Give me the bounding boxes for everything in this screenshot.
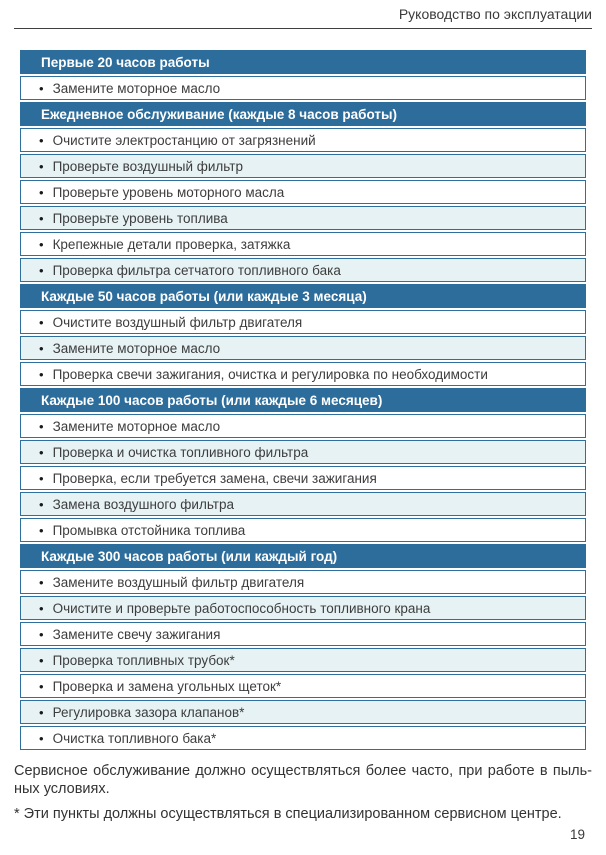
task-label: Проверьте уровень топлива (52, 210, 228, 226)
task-row (20, 76, 586, 100)
task-row (20, 726, 586, 750)
task-label: Очистите электростанцию от загрязнений (52, 132, 316, 148)
bullet-icon: • (39, 80, 44, 96)
bullet-icon: • (39, 158, 44, 174)
bullet-icon: • (39, 314, 44, 330)
task-row (20, 622, 586, 646)
task-label: Замените моторное масло (52, 80, 221, 96)
task-row (20, 674, 586, 698)
bullet-icon: • (39, 236, 44, 252)
task-label: Проверка фильтра сетчатого топливного бака (52, 262, 341, 278)
bullet-icon: • (39, 340, 44, 356)
task-label: Очистите воздушный фильтр двигателя (52, 314, 303, 330)
task-row (20, 206, 586, 230)
section-header-row: Каждые 50 часов работы (или каждые 3 месяца) (20, 284, 586, 308)
task-row (20, 700, 586, 724)
task-row (20, 414, 586, 438)
bullet-icon: • (39, 184, 44, 200)
task-row (20, 440, 586, 464)
bullet-icon: • (39, 496, 44, 512)
task-label: Замена воздушного фильтра (52, 496, 235, 512)
bullet-icon: • (39, 730, 44, 746)
section-header-row: Первые 20 часов работы (20, 50, 586, 74)
bullet-icon: • (39, 522, 44, 538)
maintenance-table (20, 50, 586, 750)
task-row (20, 154, 586, 178)
task-label: Проверка и очистка топливного фильтра (52, 444, 309, 460)
task-label: Проверка топливных трубок* (52, 652, 235, 668)
bullet-icon: • (39, 366, 44, 382)
bullet-icon: • (39, 704, 44, 720)
task-label: Проверьте воздушный фильтр (52, 158, 243, 174)
task-label: Проверка, если требуется замена, свечи зажигания (52, 470, 377, 486)
bullet-icon: • (39, 132, 44, 148)
note-dusty-conditions-line1: Сервисное обслуживание должно осуществляться более часто, при работе в пыль- (14, 763, 592, 779)
task-label: Проверка свечи зажигания, очистка и регулировка по необходимости (52, 366, 488, 382)
note-dusty-conditions-line2: ных условиях. (14, 781, 110, 797)
notes-block (14, 762, 592, 823)
bullet-icon: • (39, 678, 44, 694)
section-header-row: Каждые 300 часов работы (или каждый год) (20, 544, 586, 568)
bullet-icon: • (39, 418, 44, 434)
task-row (20, 336, 586, 360)
section-header-row: Каждые 100 часов работы (или каждые 6 месяцев) (20, 388, 586, 412)
section-header-row: Ежедневное обслуживание (каждые 8 часов работы) (20, 102, 586, 126)
task-row (20, 466, 586, 490)
task-label: Замените воздушный фильтр двигателя (52, 574, 305, 590)
task-label: Замените моторное масло (52, 340, 221, 356)
task-row (20, 648, 586, 672)
task-row (20, 362, 586, 386)
bullet-icon: • (39, 444, 44, 460)
task-row (20, 596, 586, 620)
task-label: Промывка отстойника топлива (52, 522, 246, 538)
task-row (20, 518, 586, 542)
task-label: Регулировка зазора клапанов* (52, 704, 245, 720)
bullet-icon: • (39, 626, 44, 642)
task-row (20, 310, 586, 334)
task-label: Очистите и проверьте работоспособность топливного крана (52, 600, 431, 616)
running-header: Руководство по эксплуатации (14, 6, 592, 29)
note-service-center: * Эти пункты должны осуществляться в специализированном сервисном центре. (14, 806, 562, 822)
bullet-icon: • (39, 262, 44, 278)
task-row (20, 258, 586, 282)
task-row (20, 232, 586, 256)
task-label: Замените моторное масло (52, 418, 221, 434)
task-row (20, 180, 586, 204)
page-number: 19 (569, 827, 585, 842)
task-label: Проверка и замена угольных щеток* (52, 678, 282, 694)
task-row (20, 128, 586, 152)
task-label: Проверьте уровень моторного масла (52, 184, 285, 200)
bullet-icon: • (39, 574, 44, 590)
task-row (20, 570, 586, 594)
bullet-icon: • (39, 600, 44, 616)
bullet-icon: • (39, 652, 44, 668)
task-label: Замените свечу зажигания (52, 626, 221, 642)
bullet-icon: • (39, 210, 44, 226)
task-label: Очистка топливного бака* (52, 730, 217, 746)
task-label: Крепежные детали проверка, затяжка (52, 236, 291, 252)
task-row (20, 492, 586, 516)
bullet-icon: • (39, 470, 44, 486)
